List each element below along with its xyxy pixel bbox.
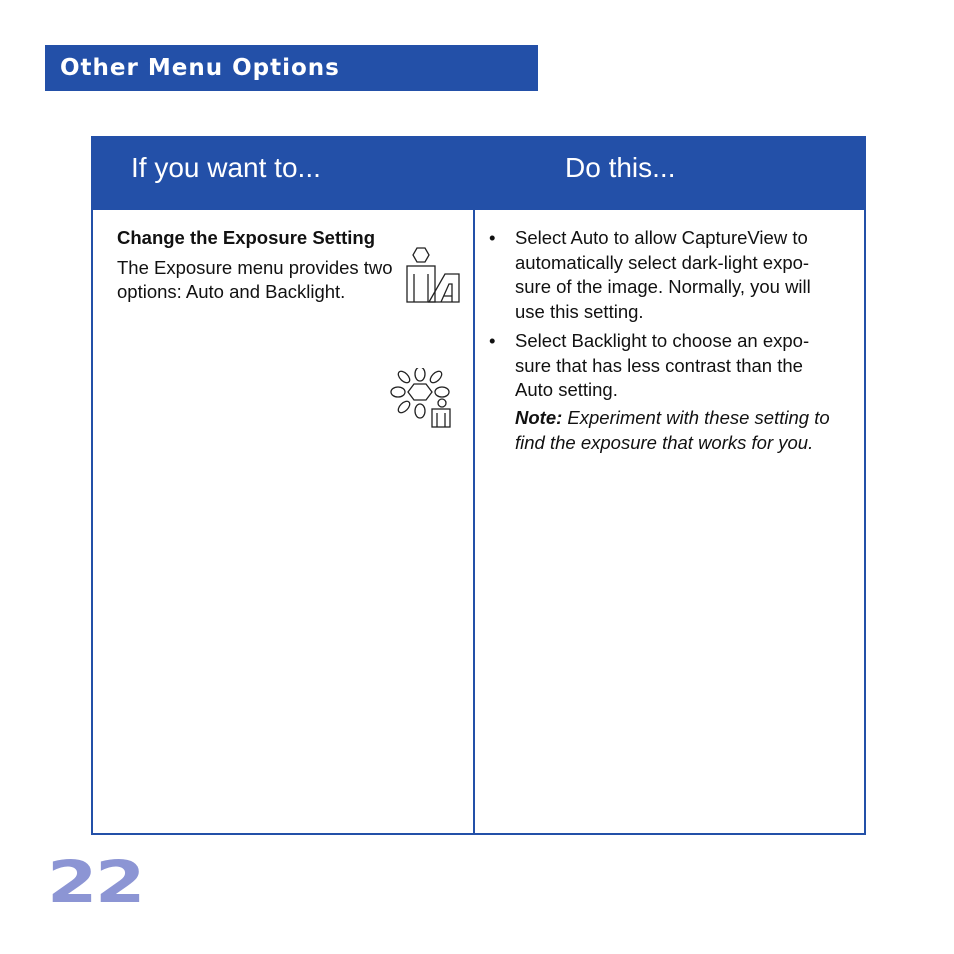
section-title: Other Menu Options xyxy=(45,45,538,91)
bullet-icon: • xyxy=(489,227,496,248)
page-number: 22 xyxy=(47,848,143,916)
instruction-auto: Select Auto to allow CaptureView to automatically select dark-light expo-sure of the image. Normally, you will use this setting. xyxy=(515,227,811,322)
list-item xyxy=(489,226,839,324)
task-cell xyxy=(117,226,407,304)
column-if-you-want xyxy=(93,138,473,833)
note xyxy=(475,406,845,455)
column-do-this xyxy=(475,138,864,833)
list-item xyxy=(489,329,839,403)
column-header-left: If you want to... xyxy=(93,138,473,210)
exposure-auto-icon xyxy=(405,246,461,306)
note-text: Experiment with these setting to find the exposure that works for you. xyxy=(515,407,830,453)
options-table xyxy=(91,136,866,835)
task-title: Change the Exposure Setting xyxy=(117,227,376,248)
bullet-icon: • xyxy=(489,330,496,351)
exposure-backlight-icon xyxy=(390,368,454,428)
task-description: The Exposure menu provides two options: Auto and Backlight. xyxy=(117,257,393,302)
instruction-list xyxy=(489,226,839,408)
instruction-backlight: Select Backlight to choose an expo-sure that has less contrast than the Auto setting. xyxy=(515,330,810,400)
note-label: Note: xyxy=(515,407,563,428)
column-header-right: Do this... xyxy=(475,138,864,210)
